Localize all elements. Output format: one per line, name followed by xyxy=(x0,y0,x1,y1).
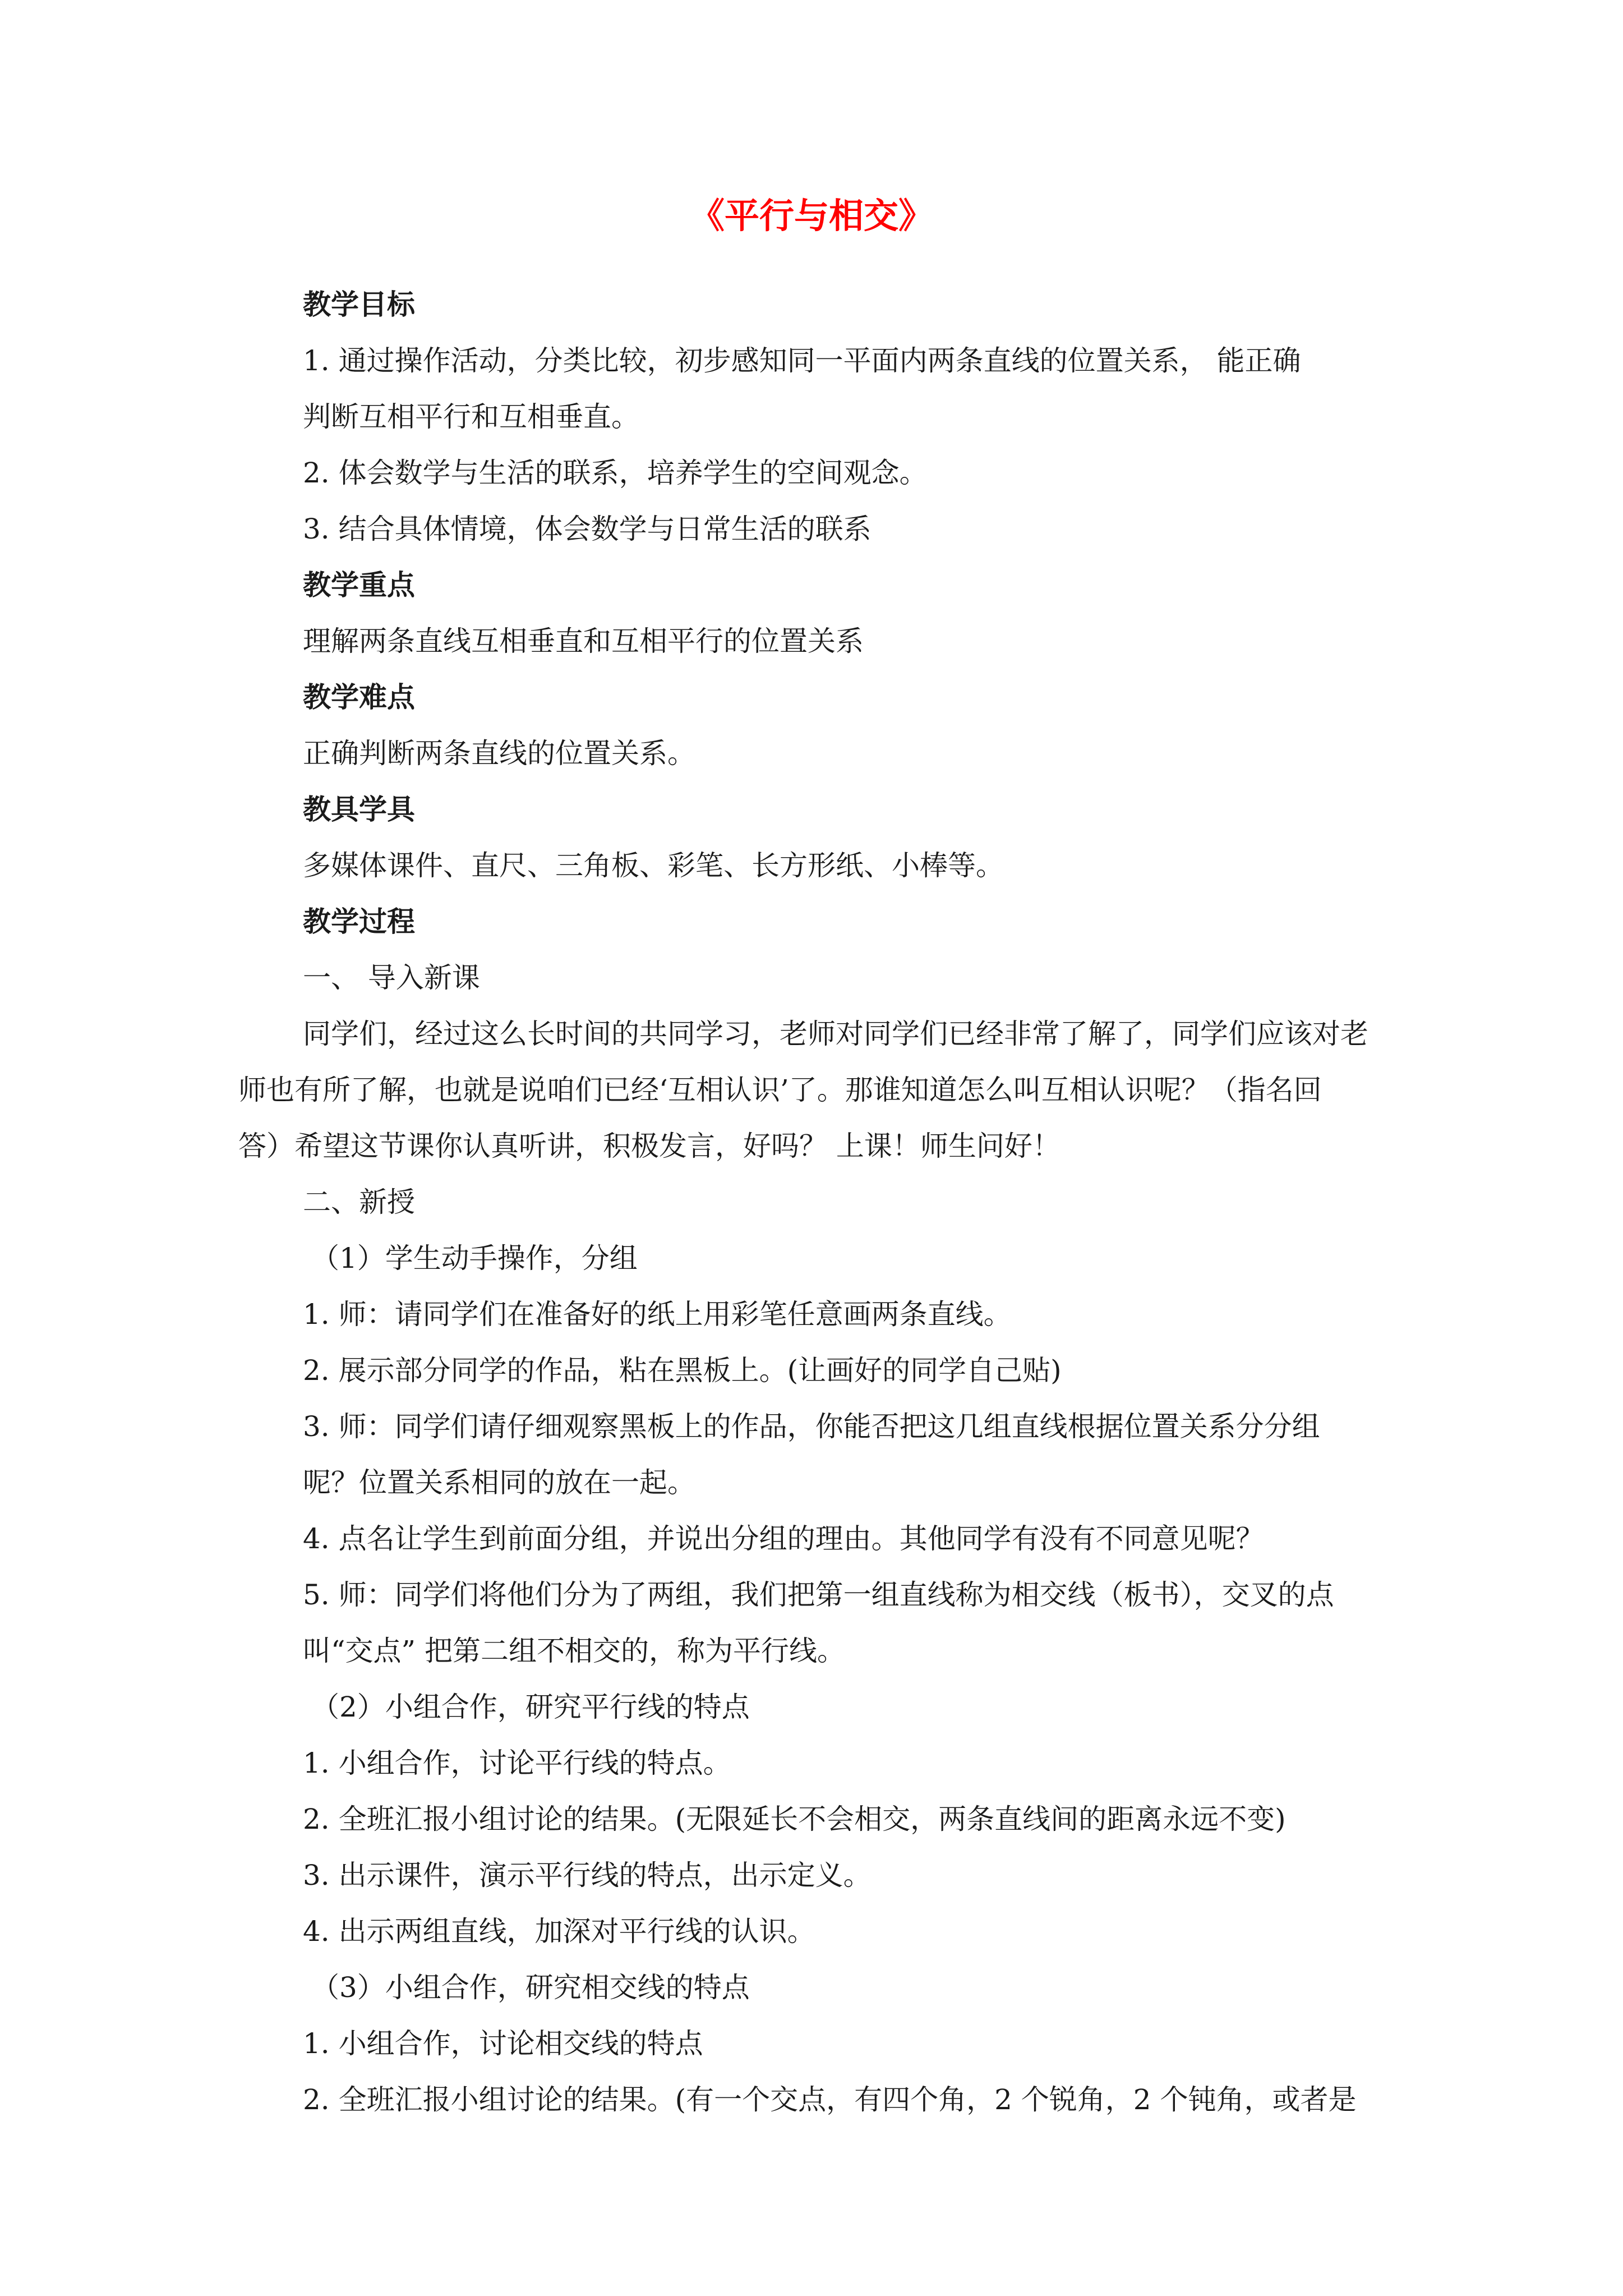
body-line: 1. 小组合作，讨论平行线的特点。 xyxy=(303,1747,731,1779)
body-line: 二、新授 xyxy=(303,1186,415,1218)
body-line: （2）小组合作，研究平行线的特点 xyxy=(311,1691,750,1723)
body-line: 3. 出示课件，演示平行线的特点，出示定义。 xyxy=(303,1859,872,1892)
body-line: 呢？位置关系相同的放在一起。 xyxy=(303,1466,695,1499)
body-line: 叫“交点” 把第二组不相交的，称为平行线。 xyxy=(303,1635,846,1667)
document-title: 《平行与相交》 xyxy=(689,195,933,236)
body-line: 2. 展示部分同学的作品，粘在黑板上。(让画好的同学自己贴) xyxy=(303,1354,1062,1387)
section-heading: 教学目标 xyxy=(303,288,415,321)
body-line: 5. 师：同学们将他们分为了两组，我们把第一组直线称为相交线（板书），交叉的点 xyxy=(303,1579,1334,1611)
body-line: 4. 点名让学生到前面分组，并说出分组的理由。其他同学有没有不同意见呢？ xyxy=(303,1522,1264,1555)
section-heading: 教学难点 xyxy=(303,680,415,714)
body-line: 1. 师：请同学们在准备好的纸上用彩笔任意画两条直线。 xyxy=(303,1298,1012,1331)
body-line: 2. 体会数学与生活的联系，培养学生的空间观念。 xyxy=(303,457,928,489)
body-line: 1. 小组合作，讨论相交线的特点 xyxy=(303,2027,703,2060)
section-heading: 教学重点 xyxy=(303,568,415,601)
body-line: 1. 通过操作活动，分类比较，初步感知同一平面内两条直线的位置关系， 能正确 xyxy=(303,344,1301,377)
body-line: 3. 结合具体情境，体会数学与日常生活的联系 xyxy=(303,513,872,545)
body-line: 2. 全班汇报小组讨论的结果。(无限延长不会相交，两条直线间的距离永远不变) xyxy=(303,1803,1286,1835)
body-line: 答）希望这节课你认真听讲，积极发言，好吗？ 上课！师生问好！ xyxy=(238,1130,1061,1162)
body-line: 一、 导入新课 xyxy=(303,961,480,994)
body-line: 同学们，经过这么长时间的共同学习，老师对同学们已经非常了解了，同学们应该对老 xyxy=(303,1018,1368,1050)
body-line: （1）学生动手操作，分组 xyxy=(311,1242,638,1274)
body-line: 理解两条直线互相垂直和互相平行的位置关系 xyxy=(303,625,864,657)
body-line: 判断互相平行和互相垂直。 xyxy=(303,401,639,433)
body-line: 师也有所了解，也就是说咱们已经‘互相认识’了。那谁知道怎么叫互相认识呢？（指名回 xyxy=(238,1074,1322,1106)
body-line: （3）小组合作，研究相交线的特点 xyxy=(311,1971,750,2004)
body-line: 正确判断两条直线的位置关系。 xyxy=(303,737,695,770)
section-heading: 教学过程 xyxy=(303,905,415,938)
body-line: 2. 全班汇报小组讨论的结果。(有一个交点，有四个角，2 个锐角，2 个钝角，或者是 xyxy=(303,2083,1357,2116)
body-line: 3. 师：同学们请仔细观察黑板上的作品，你能否把这几组直线根据位置关系分分组 xyxy=(303,1410,1320,1443)
body-line: 多媒体课件、直尺、三角板、彩笔、长方形纸、小棒等。 xyxy=(303,849,1004,882)
body-line: 4. 出示两组直线，加深对平行线的认识。 xyxy=(303,1915,815,1948)
section-heading: 教具学具 xyxy=(303,793,415,826)
